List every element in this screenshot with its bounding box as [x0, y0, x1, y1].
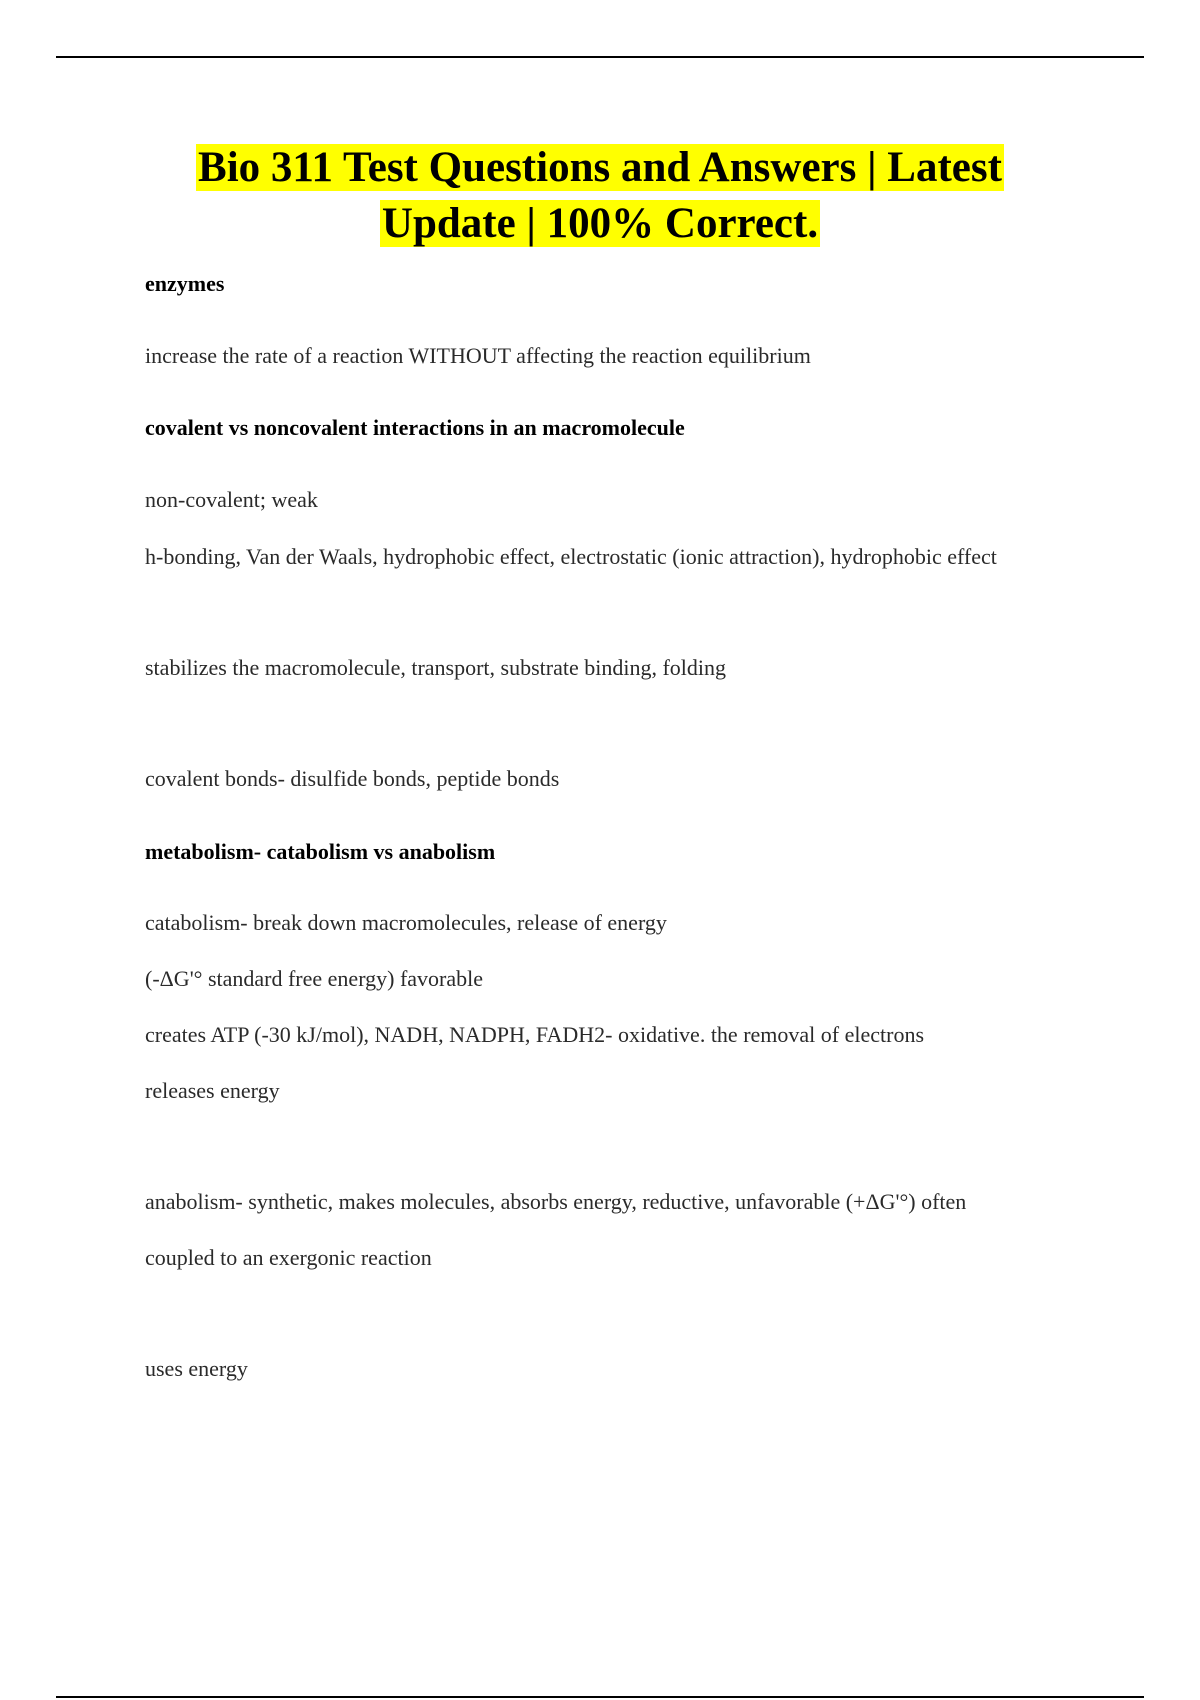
answer-line: catabolism- break down macromolecules, release of energy: [145, 910, 667, 935]
title-line-1: Bio 311 Test Questions and Answers | Latest: [198, 144, 1002, 191]
answer-line: creates ATP (-30 kJ/mol), NADH, NADPH, FADH2- oxidative. the removal of electrons: [145, 1022, 925, 1047]
answer-line: (-ΔG'° standard free energy) favorable: [145, 966, 484, 991]
top-rule: [56, 56, 1144, 58]
bottom-rule: [56, 1696, 1144, 1698]
title-line-2: Update | 100% Correct.: [381, 200, 819, 247]
answer-enzymes: increase the rate of a reaction WITHOUT affecting the reaction equilibrium: [145, 343, 811, 368]
answer-line: covalent bonds- disulfide bonds, peptide bonds: [145, 766, 560, 791]
question-enzymes: enzymes: [145, 271, 225, 296]
question-covalent-noncovalent: covalent vs noncovalent interactions in an macromolecule: [145, 415, 685, 440]
answer-line: anabolism- synthetic, makes molecules, absorbs energy, reductive, unfavorable (+ΔG'°) often: [145, 1189, 967, 1214]
answer-line: coupled to an exergonic reaction: [145, 1245, 432, 1270]
answer-line: releases energy: [145, 1078, 280, 1103]
answer-line: h-bonding, Van der Waals, hydrophobic effect, electrostatic (ionic attraction), hydrophobic effect: [145, 544, 997, 569]
answer-line: uses energy: [145, 1356, 248, 1381]
document-title: [0, 140, 1200, 252]
answer-line: stabilizes the macromolecule, transport, substrate binding, folding: [145, 655, 727, 680]
answer-line: non-covalent; weak: [145, 487, 318, 512]
question-metabolism: metabolism- catabolism vs anabolism: [145, 839, 496, 864]
